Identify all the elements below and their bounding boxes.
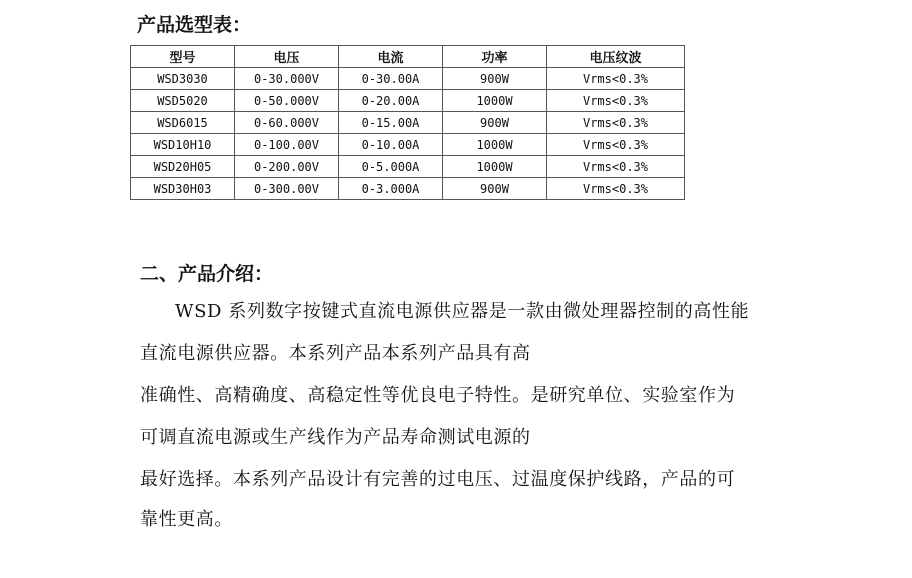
intro-line: 直流电源供应器。本系列产品本系列产品具有高 bbox=[140, 343, 531, 364]
table-row bbox=[131, 68, 685, 90]
table-row bbox=[131, 178, 685, 200]
cell-voltage: 0-50.000V bbox=[235, 90, 339, 112]
cell-voltage: 0-100.00V bbox=[235, 134, 339, 156]
cell-voltage: 0-30.000V bbox=[235, 68, 339, 90]
table-row bbox=[131, 90, 685, 112]
cell-model: WSD30H03 bbox=[131, 178, 235, 200]
header-voltage: 电压 bbox=[235, 46, 339, 68]
cell-ripple: Vrms<0.3% bbox=[547, 134, 685, 156]
table-row bbox=[131, 156, 685, 178]
product-selection-table bbox=[130, 45, 685, 200]
cell-ripple: Vrms<0.3% bbox=[547, 178, 685, 200]
cell-model: WSD20H05 bbox=[131, 156, 235, 178]
intro-line: 靠性更高。 bbox=[140, 509, 233, 530]
cell-ripple: Vrms<0.3% bbox=[547, 90, 685, 112]
cell-current: 0-5.000A bbox=[339, 156, 443, 178]
cell-ripple: Vrms<0.3% bbox=[547, 68, 685, 90]
cell-power: 900W bbox=[443, 178, 547, 200]
table-row bbox=[131, 134, 685, 156]
cell-model: WSD5020 bbox=[131, 90, 235, 112]
cell-ripple: Vrms<0.3% bbox=[547, 156, 685, 178]
header-ripple: 电压纹波 bbox=[547, 46, 685, 68]
cell-current: 0-20.00A bbox=[339, 90, 443, 112]
cell-voltage: 0-60.000V bbox=[235, 112, 339, 134]
intro-line: 准确性、高精确度、高稳定性等优良电子特性。是研究单位、实验室作为 bbox=[140, 385, 736, 406]
cell-model: WSD3030 bbox=[131, 68, 235, 90]
cell-power: 1000W bbox=[443, 156, 547, 178]
cell-power: 1000W bbox=[443, 90, 547, 112]
cell-power: 900W bbox=[443, 68, 547, 90]
header-current: 电流 bbox=[339, 46, 443, 68]
cell-current: 0-10.00A bbox=[339, 134, 443, 156]
cell-model: WSD6015 bbox=[131, 112, 235, 134]
cell-power: 1000W bbox=[443, 134, 547, 156]
cell-voltage: 0-200.00V bbox=[235, 156, 339, 178]
table-header-row bbox=[131, 46, 685, 68]
cell-current: 0-3.000A bbox=[339, 178, 443, 200]
cell-ripple: Vrms<0.3% bbox=[547, 112, 685, 134]
intro-line: 可调直流电源或生产线作为产品寿命测试电源的 bbox=[140, 427, 531, 448]
header-model: 型号 bbox=[131, 46, 235, 68]
table-row bbox=[131, 112, 685, 134]
cell-current: 0-30.00A bbox=[339, 68, 443, 90]
selection-table-title: 产品选型表： bbox=[137, 14, 252, 36]
cell-model: WSD10H10 bbox=[131, 134, 235, 156]
product-intro-title: 二、产品介绍： bbox=[140, 263, 274, 285]
cell-power: 900W bbox=[443, 112, 547, 134]
cell-current: 0-15.00A bbox=[339, 112, 443, 134]
header-power: 功率 bbox=[443, 46, 547, 68]
intro-line: 最好选择。本系列产品设计有完善的过电压、过温度保护线路，产品的可 bbox=[140, 469, 736, 490]
intro-line: WSD 系列数字按键式直流电源供应器是一款由微处理器控制的高性能 bbox=[175, 301, 750, 322]
cell-voltage: 0-300.00V bbox=[235, 178, 339, 200]
